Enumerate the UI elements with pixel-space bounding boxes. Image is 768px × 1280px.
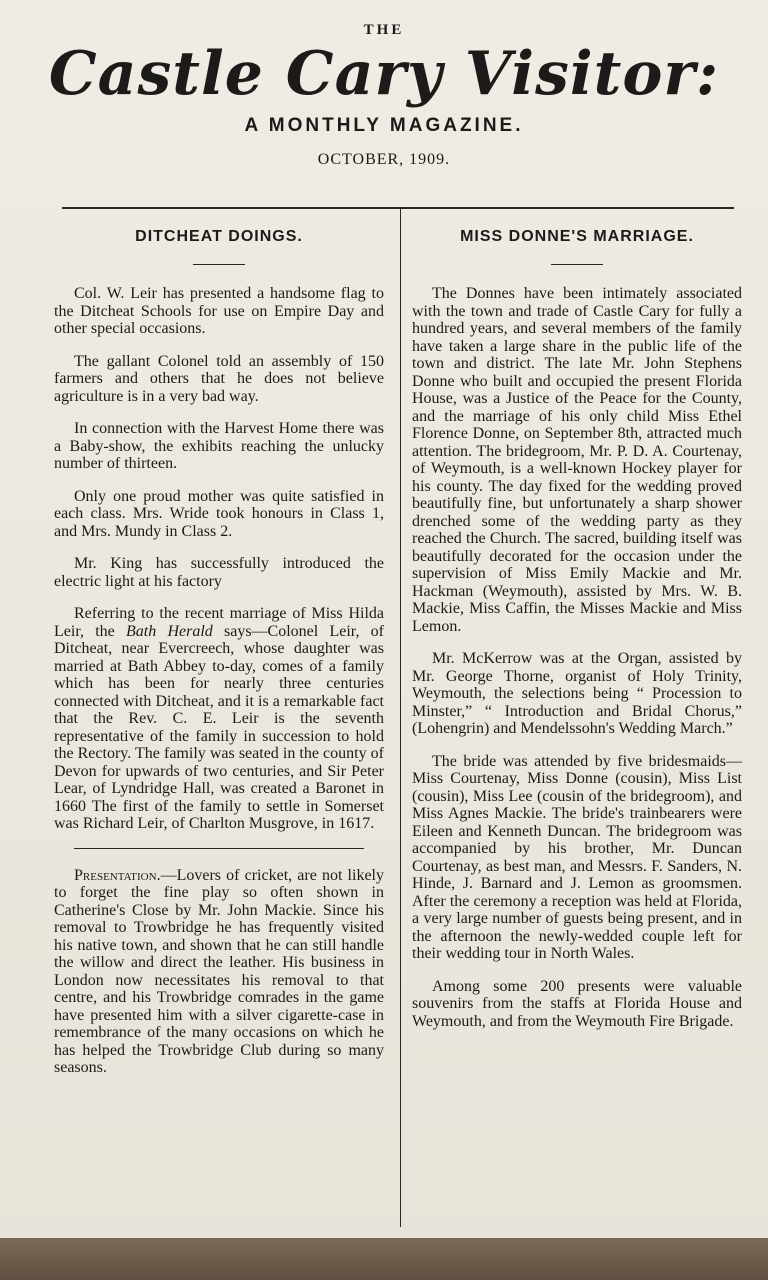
left-column xyxy=(54,224,384,1092)
masthead xyxy=(0,22,768,169)
herald-text-before: Referring to the recent marriage of Miss Hilda Leir, the xyxy=(54,605,384,640)
ditcheat-paragraph: Mr. King has successfully introduced the electric light at his factory xyxy=(54,555,384,590)
marriage-paragraph: The bride was attended by five bridesmaids—Miss Courtenay, Miss Donne (cousin), Miss List (cousin), Miss Lee (cousin of the bridegroom), and Miss Agnes Mackie. The bride's trainbearers were Eileen and Kenneth Duncan. The bridegroom was accompanied by his brother, Mr. Duncan Courtenay, as best man, and Messrs. F. Sanders, N. Hinde, J. Barnard and J. Lemon as groomsmen. After the ceremony a reception was held at Florida, a very large number of guests being present, and in the afternoon the newly-wedded couple left for their wedding tour in North Wales. xyxy=(412,752,742,962)
marriage-paragraph: Among some 200 presents were valuable souvenirs from the staffs at Florida House and Weymouth, and from the Weymouth Fire Brigade. xyxy=(412,977,742,1030)
presentation-text: —Lovers of cricket, are not likely to forget the fine play so often shown in Catherine's Close by Mr. John Mackie. Since his removal to Trowbridge he has frequently visited his native town, and shown that he can still handle the willow and direct the leather. His business in London now necessitates his removal to that centre, and his Trowbridge comrades in the game have presented him with a silver cigarette-case in remembrance of the many occasions on which he has helped the Trowbridge Club during so many seasons. xyxy=(54,866,384,1076)
herald-publication: Bath Herald xyxy=(126,622,213,640)
presentation-label: Presentation. xyxy=(74,866,161,884)
masthead-divider xyxy=(62,207,734,209)
section-rule xyxy=(74,848,364,849)
herald-text-after: says—Colonel Leir, of Ditcheat, near Evercreech, whose daughter was married at Bath Abbey to-day, comes of a family which has been for nearly three centuries connected with Ditcheat, and it is a remarkable fact that the Rev. C. E. Leir is the seventh representative of the family in succession to hold the Rectory. The family was seated in the county of Devon for upwards of two centuries, and Sir Peter Lear, of Lyndridge Hall, was created a Baronet in 1660 The first of the family to settle in Somerset was Richard Leir, of Charlton Musgrove, in 1617. xyxy=(54,622,385,832)
masthead-the: THE xyxy=(363,22,405,38)
ditcheat-paragraph: In connection with the Harvest Home there was a Baby-show, the exhibits reaching the unlucky number of thirteen. xyxy=(54,420,384,472)
marriage-paragraph: The Donnes have been intimately associated with the town and trade of Castle Cary for fully a hundred years, and several members of the family have taken a large share in the public life of the town and district. The late Mr. John Stephens Donne who built and occupied the present Florida House, was a Justice of the Peace for the County, and the marriage of his only child Miss Ethel Florence Donne, on September 8th, attracted much attention. The bridegroom, Mr. P. D. A. Courtenay, of Weymouth, is a well-known Hockey player for his county. The day fixed for the wedding proved beautifully fine, but unfortunately a sharp shower drenched some of the wedding party as they reached the Church. The sacred, building itself was beautifully decorated for the occasion under the supervision of Miss Emily Mackie and Mr. Hackman (Weymouth), assisted by Mrs. W. B. Mackie, Miss Caffin, the Misses Mackie and Miss Lemon. xyxy=(412,285,742,635)
masthead-subtitle: A MONTHLY MAGAZINE. xyxy=(244,115,524,136)
ditcheat-paragraph: Col. W. Leir has presented a handsome flag to the Ditcheat Schools for use on Empire Day and other special occasions. xyxy=(54,285,384,337)
ditcheat-heading: DITCHEAT DOINGS. xyxy=(135,228,303,245)
presentation-paragraph xyxy=(54,867,384,1077)
right-column xyxy=(412,224,742,1045)
column-divider xyxy=(400,209,401,1227)
heading-rule xyxy=(193,264,245,265)
background-strip xyxy=(0,1238,768,1280)
marriage-heading: MISS DONNE'S MARRIAGE. xyxy=(460,228,694,245)
issue-date: OCTOBER, 1909. xyxy=(317,151,451,168)
marriage-paragraph: Mr. McKerrow was at the Organ, assisted by Mr. George Thorne, organist of Holy Trinity, Weymouth, the selections being “ Procession to Minster,” “ Introduction and Bridal Chorus,” (Lohengrin) and Mendelssohn's Wedding March.” xyxy=(412,650,742,737)
ditcheat-paragraph: The gallant Colonel told an assembly of 150 farmers and others that he does not believe agriculture is in a very bad way. xyxy=(54,352,384,405)
herald-paragraph xyxy=(54,605,384,833)
ditcheat-paragraph: Only one proud mother was quite satisfied in each class. Mrs. Wride took honours in Class 1, and Mrs. Mundy in Class 2. xyxy=(54,487,384,540)
masthead-title: Castle Cary Visitor: xyxy=(48,39,720,109)
heading-rule xyxy=(551,264,603,265)
